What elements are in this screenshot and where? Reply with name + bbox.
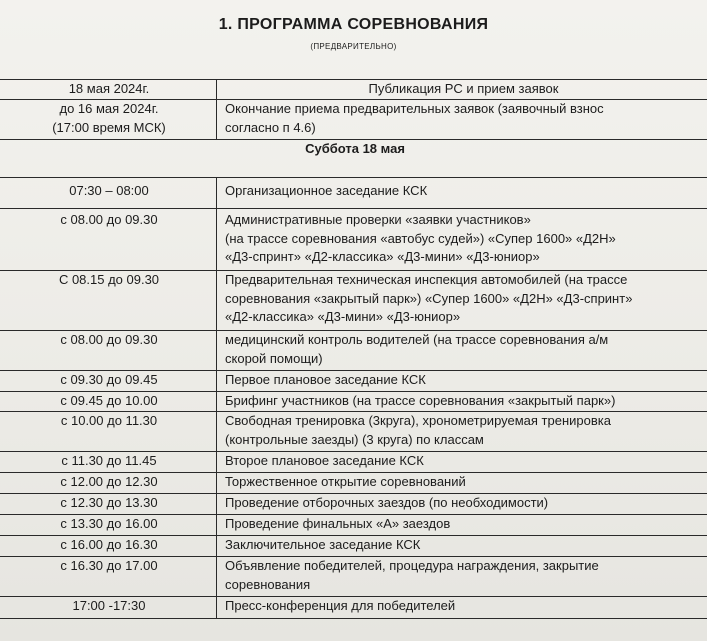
time-cell: с 11.30 до 11.45 [0,452,217,473]
schedule-row [0,271,707,331]
time-cell: с 08.00 до 09.30 [0,209,217,271]
event-cell: Свободная тренировка (3круга), хронометрируемая тренировка (контрольные заезды) (3 круга) по классам [217,412,707,452]
schedule-row [0,209,707,271]
schedule-row [0,80,707,100]
time-cell: 07:30 – 08:00 [0,178,217,209]
schedule-row [0,452,707,473]
schedule-row [0,392,707,412]
time-cell: с 16.30 до 17.00 [0,557,217,597]
event-cell: Заключительное заседание КСК [217,536,707,557]
time-cell: с 09.45 до 10.00 [0,392,217,412]
time-cell: с 10.00 до 11.30 [0,412,217,452]
event-cell: Пресс-конференция для победителей [217,597,707,619]
event-cell: Предварительная техническая инспекция автомобилей (на трассе соревнования «закрытый парк») «Супер 1600» «Д2Н» «Д3-спринт» «Д2-классика» «Д3-мини» «Д3-юниор» [217,271,707,331]
event-cell: Второе плановое заседание КСК [217,452,707,473]
event-cell: Первое плановое заседание КСК [217,371,707,392]
schedule-row [0,515,707,536]
schedule-row [0,597,707,619]
time-cell: с 09.30 до 09.45 [0,371,217,392]
schedule-row [0,557,707,597]
schedule-row [0,473,707,494]
time-cell: 17:00 -17:30 [0,597,217,619]
event-cell: Проведение отборочных заездов (по необходимости) [217,494,707,515]
schedule-row [0,412,707,452]
schedule-row [0,494,707,515]
time-cell: до 16 мая 2024г. (17:00 время МСК) [0,100,217,140]
event-cell: Организационное заседание КСК [217,178,707,209]
day-header: Суббота 18 мая [0,140,707,178]
event-cell: Административные проверки «заявки участников» (на трассе соревнования «автобус судей») «Супер 1600» «Д2Н» «Д3-спринт» «Д2-классика» «Д3-мини» «Д3-юниор» [217,209,707,271]
schedule-row [0,100,707,140]
time-cell: С 08.15 до 09.30 [0,271,217,331]
event-cell: Объявление победителей, процедура награждения, закрытие соревнования [217,557,707,597]
time-cell: с 12.00 до 12.30 [0,473,217,494]
event-cell: Торжественное открытие соревнований [217,473,707,494]
time-cell: с 12.30 до 13.30 [0,494,217,515]
event-cell: Проведение финальных «А» заездов [217,515,707,536]
time-cell: 18 мая 2024г. [0,80,217,100]
schedule-table [0,79,707,619]
schedule-row [0,331,707,371]
section-note: (ПРЕДВАРИТЕЛЬНО) [310,42,397,51]
event-cell: Публикация РС и прием заявок [217,80,707,100]
schedule-row [0,178,707,209]
time-cell: с 08.00 до 09.30 [0,331,217,371]
day-header-row [0,140,707,178]
event-cell: Брифинг участников (на трассе соревнования «закрытый парк») [217,392,707,412]
time-cell: с 13.30 до 16.00 [0,515,217,536]
schedule-row [0,536,707,557]
event-cell: Окончание приема предварительных заявок (заявочный взнос согласно п 4.6) [217,100,707,140]
event-cell: медицинский контроль водителей (на трассе соревнования а/м скорой помощи) [217,331,707,371]
time-cell: с 16.00 до 16.30 [0,536,217,557]
section-title: 1. ПРОГРАММА СОРЕВНОВАНИЯ [218,16,489,33]
schedule-row [0,371,707,392]
